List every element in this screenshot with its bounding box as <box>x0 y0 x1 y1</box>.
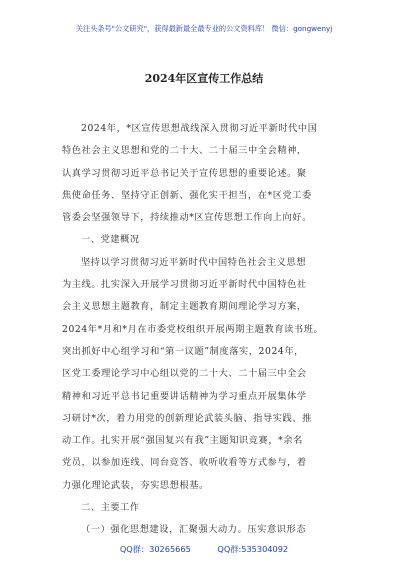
paragraph-line: 管委会坚强领导下，持续推动*区宣传思想工作向上向好。 <box>62 212 312 224</box>
document-body <box>62 118 352 542</box>
paragraph-line: 为主线。扎实深入开展学习贯彻习近平新时代中国特色社 <box>62 279 307 291</box>
paragraph-line: 2024年，*区宣传思想战线深入贯彻习近平新时代中国 <box>81 123 318 134</box>
document-title: 2024年区宣传工作总结 <box>144 72 264 85</box>
paragraph-line: 坚持以学习贯彻习近平新时代中国特色社会主义思想 <box>81 256 307 268</box>
section-heading: 一、党建概况 <box>81 234 140 246</box>
paragraph-line: 力强化理论武装，夯实思想根基。 <box>62 479 209 491</box>
section-heading: 二、主要工作 <box>81 502 140 514</box>
header-banner: 关注头条号"公文研究"，获得最新最全最专业的公文资料库！ 微信：gongwenyj <box>75 24 333 33</box>
footer-contacts <box>0 544 408 555</box>
paragraph-line: 焦使命任务、坚持守正创新、强化实干担当，在*区党工委 <box>62 189 312 201</box>
qq-group-2: QQ群:535304092 <box>217 544 289 554</box>
paragraph-line: 动工作。扎实开展“强国复兴有我”主题知识竞赛，*余名 <box>62 435 303 447</box>
paragraph-line: 习研讨*次，着力用党的创新理论武装头脑、指导实践、推 <box>62 412 312 424</box>
paragraph-line: 区党工委理论学习中心组以党的二十大、二十届三中全会 <box>62 368 307 380</box>
paragraph-line: 党员，以参加连线、同台竞答、收听收看等方式参与，着 <box>62 457 307 469</box>
paragraph-line: 特色社会主义思想和党的二十大、二十届三中全会精神， <box>62 145 307 157</box>
paragraph-line: 认真学习贯彻习近平总书记关于宣传思想的重要论述。聚 <box>62 167 307 179</box>
paragraph-line: 突出抓好中心组学习和“第一议题”制度落实，2024年， <box>62 345 304 357</box>
paragraph-line: 精神和习近平总书记重要讲话精神为学习重点开展集体学 <box>62 390 307 402</box>
paragraph-line: 2024年*月和*月在市委党校组织开展两期主题教育读书班。 <box>62 323 324 335</box>
qq-group-1: QQ群：30265665 <box>119 544 191 554</box>
paragraph-line: 会主义思想主题教育，制定主题教育期间理论学习方案， <box>62 301 307 313</box>
subsection-line: （一）强化思想建设，汇聚强大动力。压实意识形态 <box>81 524 307 536</box>
